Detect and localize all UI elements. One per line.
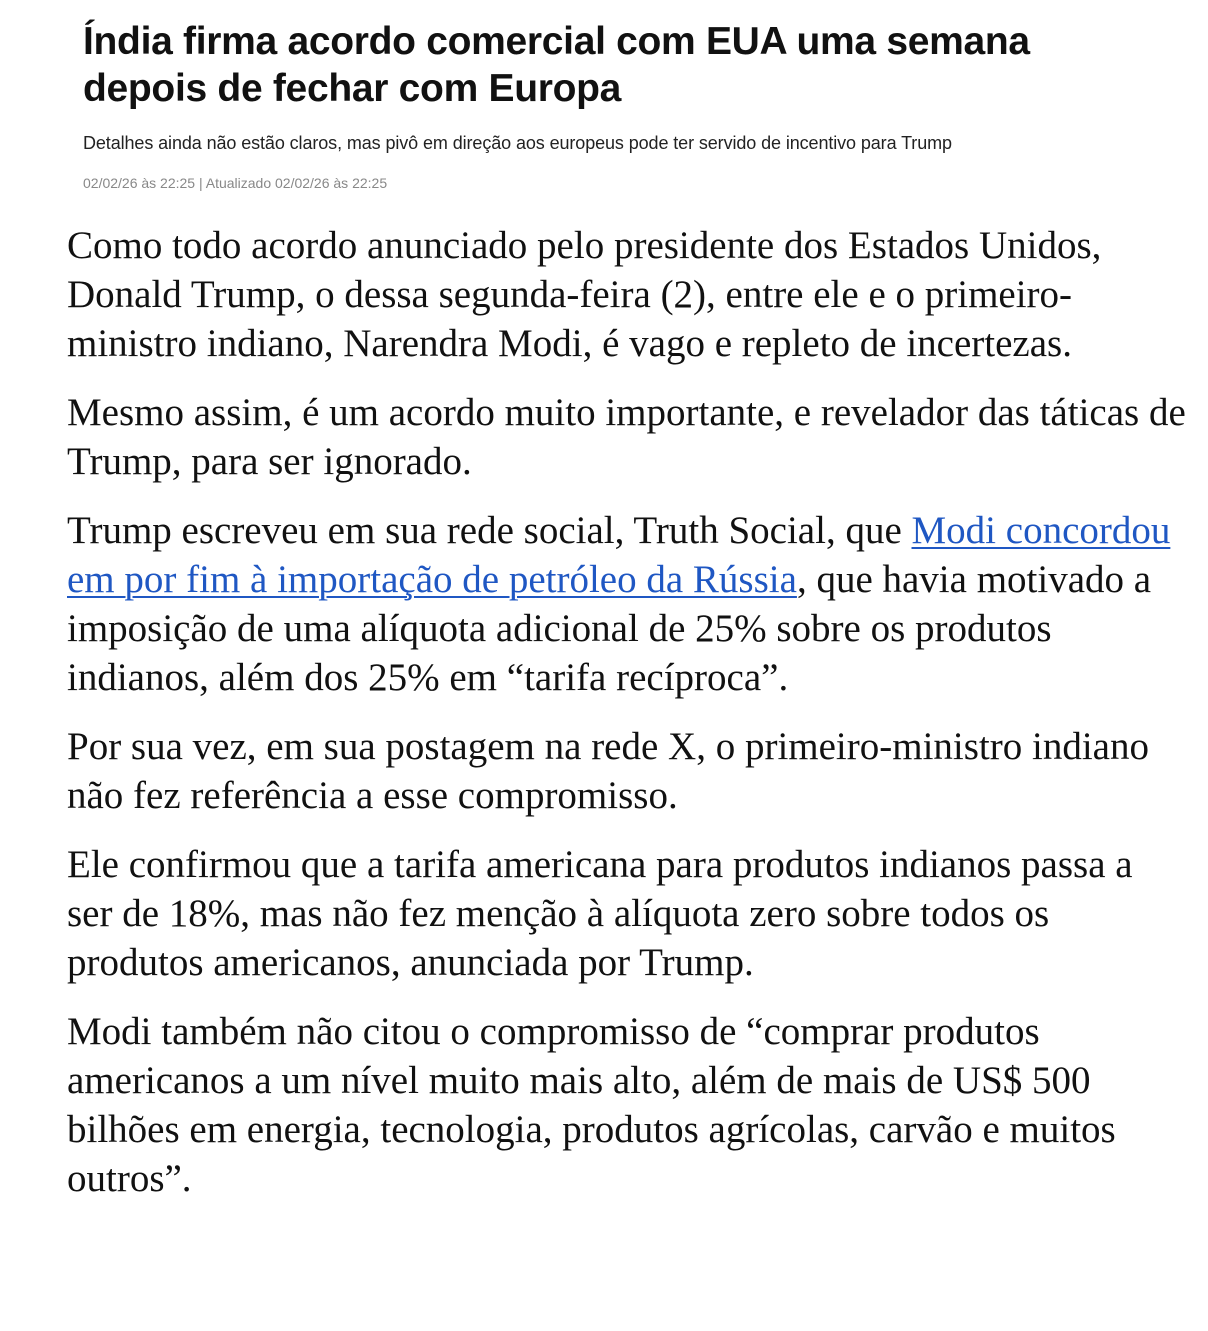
article-body — [67, 221, 1187, 1223]
paragraph-3-text-after-link: , que havia motivado a imposição de uma alíquota adicional de 25% sobre os produtos indianos, além dos 25% em “tarifa recíproca”. — [67, 558, 1152, 699]
paragraph-4: Por sua vez, em sua postagem na rede X, o primeiro-ministro indiano não fez referência a esse compromisso. — [67, 725, 1149, 817]
paragraph-6: Modi também não citou o compromisso de “comprar produtos americanos a um nível muito mais alto, além de mais de US$ 500 bilhões em energia, tecnologia, produtos agrícolas, carvão e muitos outros”. — [67, 1010, 1116, 1200]
paragraph-1: Como todo acordo anunciado pelo presidente dos Estados Unidos, Donald Trump, o dessa segunda-feira (2), entre ele e o primeiro-ministro indiano, Narendra Modi, é vago e repleto de incertezas. — [67, 224, 1102, 365]
headline: Índia firma acordo comercial com EUA uma semana depois de fechar com Europa — [83, 20, 1030, 110]
timestamp: 02/02/26 às 22:25 | Atualizado 02/02/26 às 22:25 — [83, 175, 388, 191]
article-header — [83, 18, 1163, 192]
subtitle: Detalhes ainda não estão claros, mas pivô em direção aos europeus pode ter servido de incentivo para Trump — [83, 133, 952, 153]
russia-oil-import-link[interactable]: Modi concordou em por fim à importação de petróleo da Rússia — [67, 509, 1171, 601]
paragraph-3-text-before-link: Trump escreveu em sua rede social, Truth Social, que — [67, 509, 912, 552]
paragraph-5: Ele confirmou que a tarifa americana para produtos indianos passa a ser de 18%, mas não fez menção à alíquota zero sobre todos os produtos americanos, anunciada por Trump. — [67, 843, 1133, 984]
paragraph-2: Mesmo assim, é um acordo muito importante, e revelador das táticas de Trump, para ser ignorado. — [67, 391, 1186, 483]
paragraph-3 — [67, 506, 1187, 702]
